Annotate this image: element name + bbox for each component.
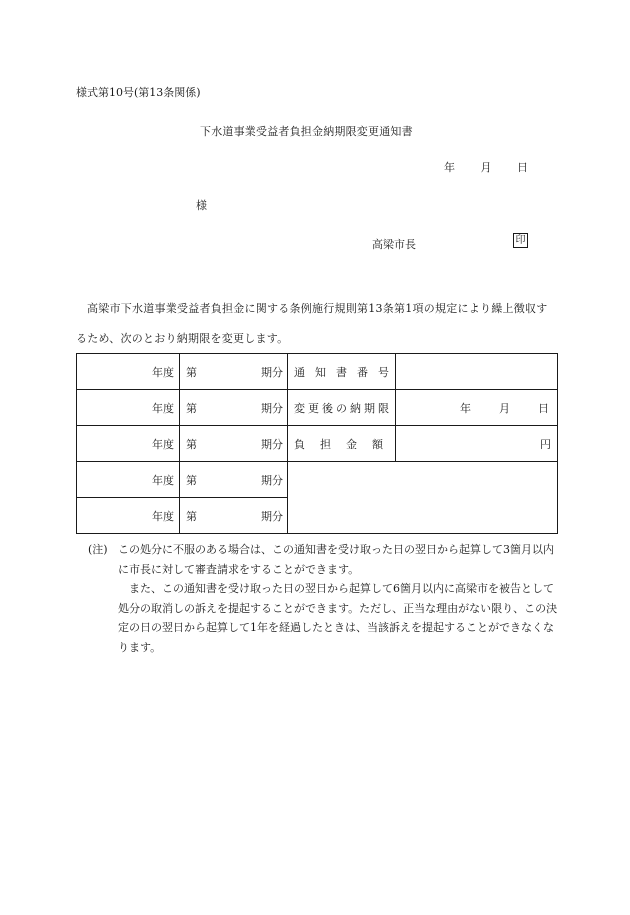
new-due-date-value [396,390,558,426]
notes-section [88,540,558,657]
note-paragraph-appeal: この処分に不服のある場合は、この通知書を受け取った日の翌日から起算して3箇月以内に市長に対して審査請求をすることができます。 [118,543,554,576]
installment-suffix: 期分 [261,509,283,523]
fiscal-year-label: 年度 [152,437,174,451]
label-char: 納 [350,401,361,415]
date-year-label: 年 [444,161,455,174]
addressee-suffix: 様 [196,199,207,212]
installment-suffix: 期分 [261,365,283,379]
label-char: 知 [315,365,326,379]
charge-amount-label [288,426,396,462]
fiscal-year-cell [77,354,180,390]
label-char: 更 [308,401,319,415]
payment-schedule-table [76,353,558,534]
body-paragraph: 高梁市下水道事業受益者負担金に関する条例施行規則第13条第1項の規定により繰上徴収するため、次のとおり納期限を変更します。 [76,302,548,345]
fiscal-year-label: 年度 [152,365,174,379]
table-row [77,462,558,498]
label-char: 後 [322,401,333,415]
table-row [77,354,558,390]
due-month-label: 月 [499,401,510,415]
issuer-name: 高梁市長 [372,238,416,251]
installment-suffix: 期分 [261,437,283,451]
installment-prefix: 第 [186,401,197,415]
date-day-label: 日 [517,161,528,174]
label-char: 負 [294,437,305,451]
new-due-date-label [288,390,396,426]
installment-suffix: 期分 [261,401,283,415]
fiscal-year-label: 年度 [152,473,174,487]
label-char: 金 [346,437,357,451]
installment-prefix: 第 [186,365,197,379]
installment-prefix: 第 [186,437,197,451]
notes-label: (注) [88,543,108,556]
installment-cell [180,354,288,390]
fiscal-year-cell [77,462,180,498]
blank-area [288,462,558,534]
installment-cell [180,462,288,498]
due-year-label: 年 [460,401,471,415]
installment-cell [180,498,288,534]
label-char: 号 [378,365,389,379]
fiscal-year-cell [77,390,180,426]
table-row [77,390,558,426]
fiscal-year-cell [77,426,180,462]
yen-unit: 円 [540,437,551,451]
label-char: 期 [364,401,375,415]
form-number: 様式第10号(第13条関係) [76,86,201,99]
label-char: 通 [294,365,305,379]
label-char: 額 [372,437,383,451]
label-char: 番 [357,365,368,379]
installment-suffix: 期分 [261,473,283,487]
label-char: 担 [320,437,331,451]
issue-date [444,159,528,175]
fiscal-year-label: 年度 [152,509,174,523]
document-title: 下水道事業受益者負担金納期限変更通知書 [200,125,413,138]
note-paragraph-lawsuit: また、この通知書を受け取った日の翌日から起算して6箇月以内に高梁市を被告として処分の取消しの訴えを提起することができます。ただし、正当な理由がない限り、この決定の日の翌日から起算して1年を経過したときは、当該訴えを提起することができなくなります。 [118,582,558,654]
charge-amount-value [396,426,558,462]
installment-cell [180,426,288,462]
seal-stamp: 印 [513,233,528,248]
label-char: 限 [378,401,389,415]
notice-number-label [288,354,396,390]
label-char: 書 [336,365,347,379]
date-month-label: 月 [480,161,492,174]
label-char: 変 [294,401,305,415]
installment-prefix: 第 [186,509,197,523]
installment-prefix: 第 [186,473,197,487]
installment-cell [180,390,288,426]
label-char: の [336,401,347,415]
due-day-label: 日 [538,401,549,415]
fiscal-year-cell [77,498,180,534]
fiscal-year-label: 年度 [152,401,174,415]
table-row [77,426,558,462]
notice-number-value [396,354,558,390]
